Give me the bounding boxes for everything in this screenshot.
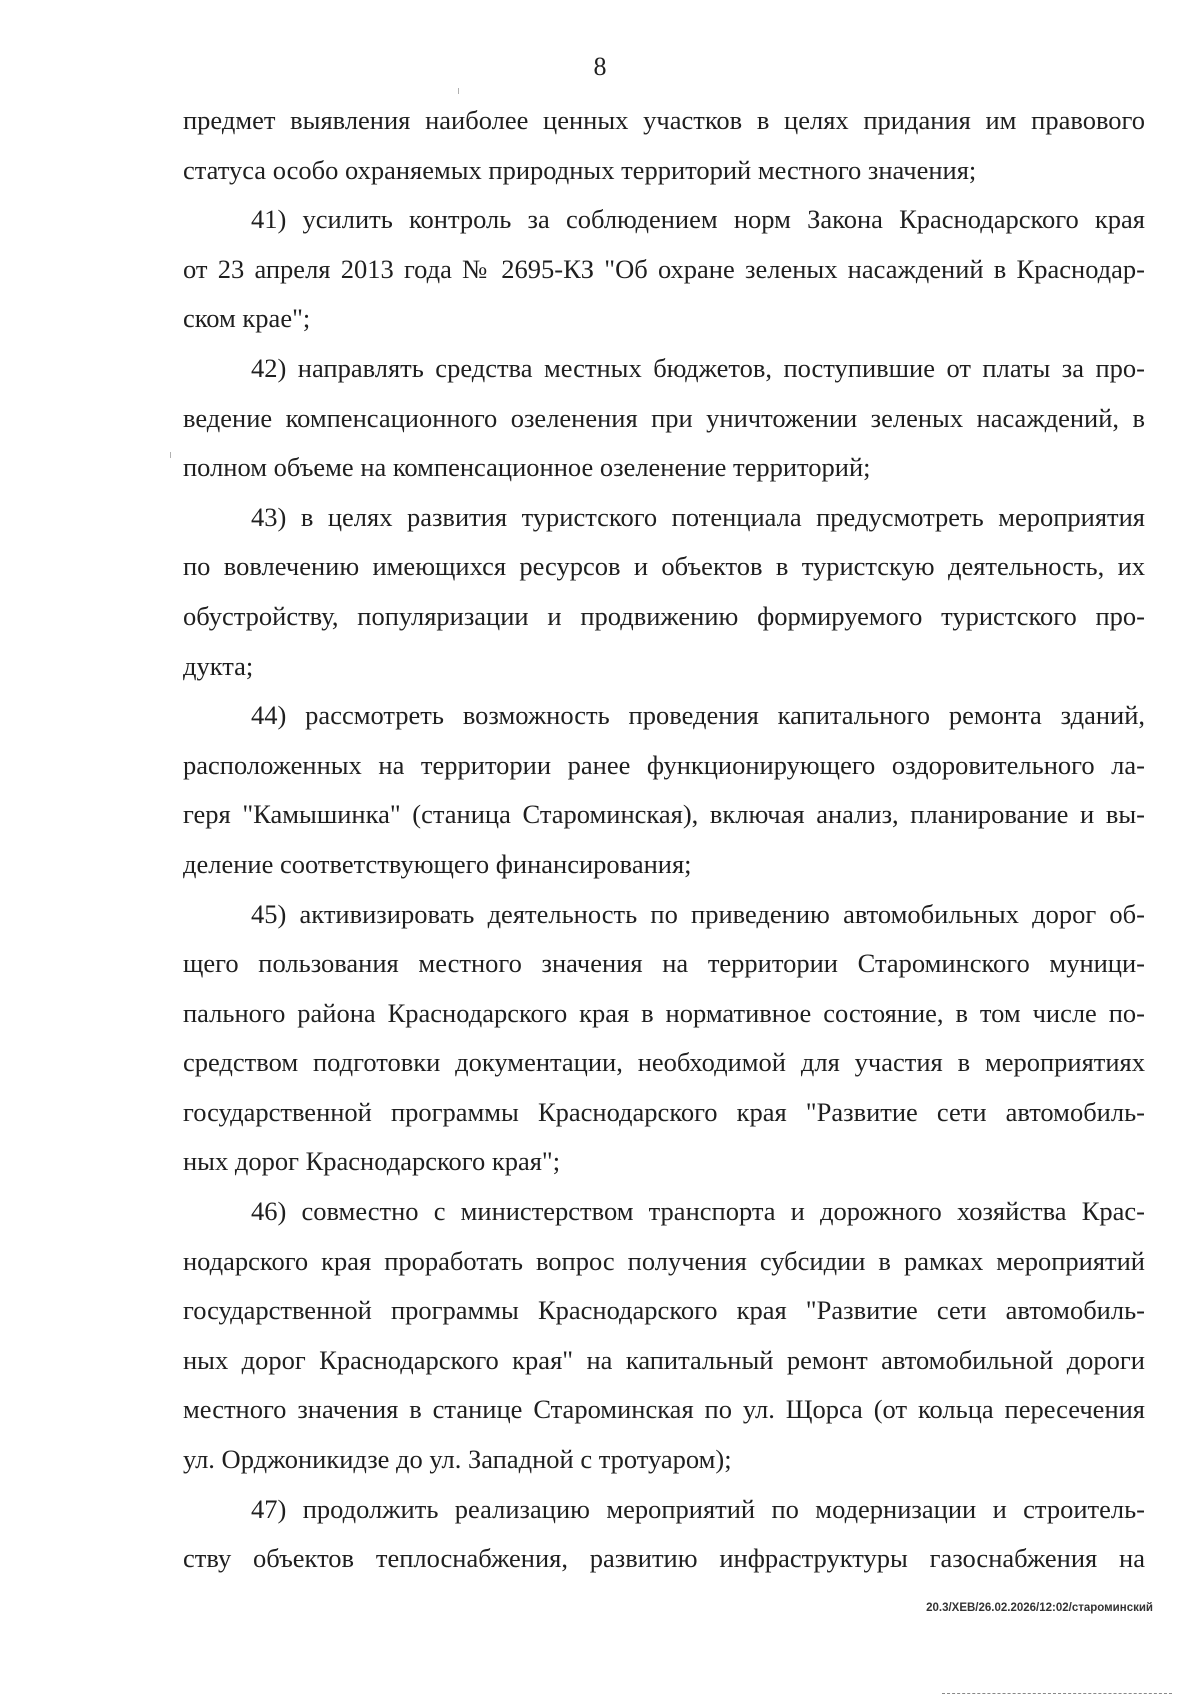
text-line: от 23 апреля 2013 года № 2695-КЗ "Об охране зеленых насаждений в Краснодар- xyxy=(183,253,1145,284)
text-line: нодарского края проработать вопрос получения субсидии в рамках мероприятий xyxy=(183,1245,1145,1276)
text-line: деление соответствующего финансирования; xyxy=(183,848,692,879)
paragraph-first-line: 44) рассмотреть возможность проведения капитального ремонта зданий, xyxy=(251,700,1145,731)
text-line: полном объеме на компенсационное озеленение территорий; xyxy=(183,452,871,483)
paragraph-first-line: 45) активизировать деятельность по приведению автомобильных дорог об- xyxy=(251,898,1145,929)
text-line: статуса особо охраняемых природных территорий местного значения; xyxy=(183,154,977,185)
text-line: средством подготовки документации, необходимой для участия в мероприятиях xyxy=(183,1047,1145,1078)
text-line: ству объектов теплоснабжения, развитию инфраструктуры газоснабжения на xyxy=(183,1543,1145,1574)
paragraph-first-line: 43) в целях развития туристского потенциала предусмотреть мероприятия xyxy=(251,501,1145,532)
scan-speck xyxy=(170,452,171,458)
text-line: щего пользования местного значения на территории Староминского муници- xyxy=(183,948,1145,979)
text-line: ных дорог Краснодарского края" на капитальный ремонт автомобильной дороги xyxy=(183,1344,1145,1375)
text-line: местного значения в станице Староминская по ул. Щорса (от кольца пересечения xyxy=(183,1394,1145,1425)
text-line: государственной программы Краснодарского края "Развитие сети автомобиль- xyxy=(183,1096,1145,1127)
text-line: государственной программы Краснодарского края "Развитие сети автомобиль- xyxy=(183,1295,1145,1326)
text-line: расположенных на территории ранее функционирующего оздоровительного ла- xyxy=(183,749,1145,780)
text-line: дукта; xyxy=(183,650,254,681)
page-number: 8 xyxy=(593,52,607,81)
text-line: геря "Камышинка" (станица Староминская), включая анализ, планирование и вы- xyxy=(183,799,1145,830)
document-body xyxy=(183,96,1145,1584)
paragraph-first-line: 46) совместно с министерством транспорта и дорожного хозяйства Крас- xyxy=(251,1196,1145,1227)
text-line: ул. Орджоникидзе до ул. Западной с тротуаром); xyxy=(183,1444,732,1475)
text-line: по вовлечению имеющихся ресурсов и объектов в туристскую деятельность, их xyxy=(183,551,1145,582)
paragraph-first-line: 41) усилить контроль за соблюдением норм Закона Краснодарского края xyxy=(251,204,1145,235)
scan-edge-line xyxy=(942,1693,1172,1694)
footer-stamp: 20.3/ХЕВ/26.02.2026/12:02/староминский xyxy=(926,1602,1153,1614)
text-line: пального района Краснодарского края в нормативное состояние, в том числе по- xyxy=(183,997,1145,1028)
scan-speck xyxy=(458,88,459,94)
paragraph-first-line: 42) направлять средства местных бюджетов, поступившие от платы за про- xyxy=(251,352,1145,383)
text-line: ных дорог Краснодарского края"; xyxy=(183,1146,561,1177)
text-line: ском крае"; xyxy=(183,303,311,334)
text-line: обустройству, популяризации и продвижению формируемого туристского про- xyxy=(183,600,1145,631)
text-line: ведение компенсационного озеленения при уничтожении зеленых насаждений, в xyxy=(183,402,1145,433)
paragraph-first-line: 47) продолжить реализацию мероприятий по модернизации и строитель- xyxy=(251,1493,1145,1524)
text-line: предмет выявления наиболее ценных участков в целях придания им правового xyxy=(183,105,1145,135)
